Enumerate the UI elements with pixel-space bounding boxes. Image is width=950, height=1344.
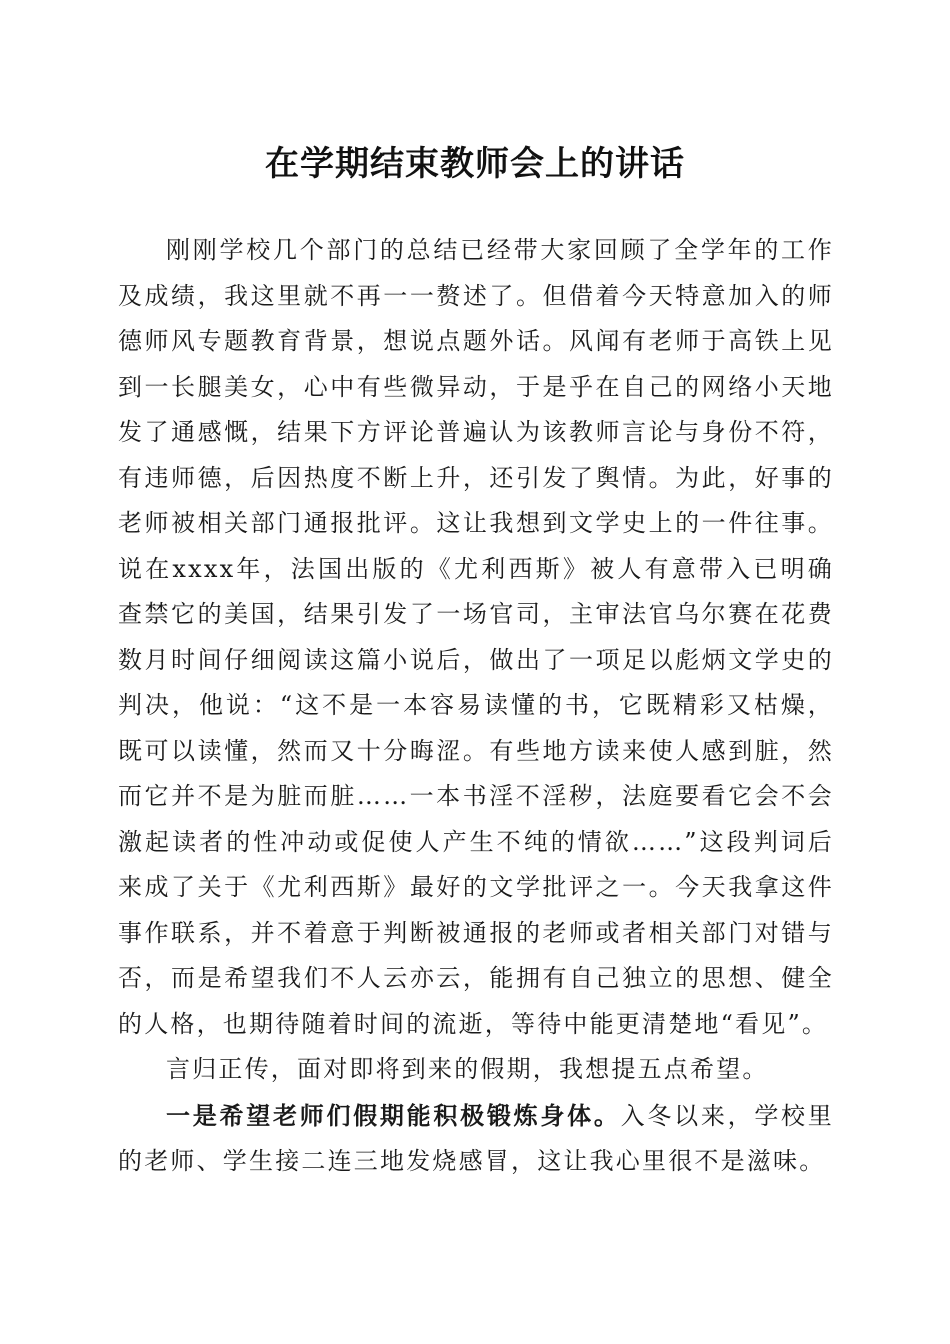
paragraph-text: 刚刚学校几个部门的总结已经带大家回顾了全学年的工作及成绩，我这里就不再一一赘述了。但借着今天特意加入的师德师风专题教育背景，想说点题外话。风闻有老师于高铁上见到一长腿美女，心中有些微异动，于是乎在自己的网络小天地发了通感慨，结果下方评论普遍认为该教师言论与身份不符，有违师德，后因热度不断上升，还引发了舆情。为此，好事的老师被相关部门通报批评。这让我想到文学史上的一件往事。说在xxxx年，法国出版的《尤利西斯》被人有意带入已明确查禁它的美国，结果引发了一场官司，主审法官乌尔赛在花费数月时间仔细阅读这篇小说后，做出了一项足以彪炳文学史的判决，他说：“这不是一本容易读懂的书，它既精彩又枯燥，既可以读懂，然而又十分晦涩。有些地方读来使人感到脏，然而它并不是为脏而脏……一本书淫不淫秽，法庭要看它会不会激起读者的性冲动或促使人产生不纯的情欲……”这段判词后来成了关于《尤利西斯》最好的文学批评之一。今天我拿这件事作联系，并不着意于判断被通报的老师或者相关部门对错与否，而是希望我们不人云亦云，能拥有自己独立的思想、健全的人格，也期待随着时间的流逝，等待中能更清楚地“看见”。 <box>118 236 834 1038</box>
paragraph-transition <box>118 1047 834 1093</box>
paragraph-opening <box>118 228 834 1047</box>
document-body <box>118 228 834 1185</box>
paragraph-hope-one <box>118 1093 834 1185</box>
paragraph-text: 言归正传，面对即将到来的假期，我想提五点希望。 <box>166 1055 769 1083</box>
paragraph-lead: 一是希望老师们假期能积极锻炼身体。 <box>166 1100 621 1130</box>
page-title: 在学期结束教师会上的讲话 <box>265 144 685 184</box>
paragraph-text: 入冬以来，学校里的老师、学生接二连三地发烧感冒，这让我心里很不是滋味。 <box>118 1101 834 1175</box>
